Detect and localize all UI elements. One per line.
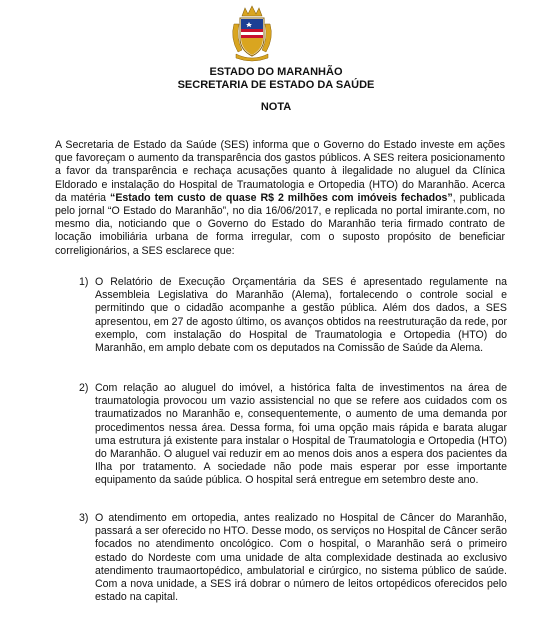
state-heading: ESTADO DO MARANHÃO <box>209 66 343 78</box>
list-item-text: Com relação ao aluguel do imóvel, a histórica falta de investimentos na área de traumatologia provocou um vazio assistencial no que se refere aos cuidados com os traumatizados no Maranhão e, consequentemente, o aumento de uma demanda por procedimentos nessa área. Dessa forma, foi uma opção mais rápida e barata alugar uma estrutura já existente para instalar o Hospital de Traumatologia e Ortopedia (HTO) do Maranhão. O aluguel vai reduzir em ao menos dois anos a espera dos pacientes da Ilha por tratamento. A sociedade não pode mais esperar por esse importante equipamento da saúde pública. O hospital será entregue em setembro deste ano. <box>95 382 507 487</box>
list-item-number: 3) <box>79 512 89 524</box>
list-item-text: O atendimento em ortopedia, antes realizado no Hospital de Câncer do Maranhão, passará a ser oferecido no HTO. Desse modo, os serviços no Hospital de Câncer serão focados no atendimento oncológico. Com o hospital, o Maranhão será o primeiro estado do Nordeste com uma unidade de alta complexidade destinada ao exclusivo atendimento traumaortopédico, ambulatorial e cirúrgico, no sistema público de saúde. Com a nova unidade, a SES irá dobrar o número de leitos ortopédicos oferecidos pelo estado na capital. <box>95 512 507 604</box>
document-title: NOTA <box>260 101 292 113</box>
coat-of-arms-maranhao-icon <box>228 4 276 62</box>
list-item-text: O Relatório de Execução Orçamentária da SES é apresentado regulamente na Assembleia Legislativa do Maranhão (Alema), fortalecendo o controle social e permitindo que o cidadão acompanhe a gestão pública. Além dos dados, a SES apresentou, em 27 de agosto último, os avanços obtidos na reestruturação da rede, por exemplo, com instalação do Hospital de Traumatologia e Ortopedia (HTO) do Maranhão, em amplo debate com os deputados na Comissão de Saúde da Alema. <box>95 276 507 355</box>
intro-text-part1: A Secretaria de Estado da Saúde (SES) informa que o Governo do Estado investe em ações que favoreçam o aumento da transparência dos gastos públicos. A SES reitera posicionamento a favor da transparência e rechaça acusações quanto à ilegalidade no aluguel da Clínica Eldorado e instalação do Hospital de Traumatologia e Ortopedia (HTO) do Maranhão. Acerca da matéria <box>55 139 505 204</box>
list-item-number: 1) <box>79 276 89 288</box>
intro-text-part2: , publicada pelo jornal “O Estado do Maranhão”, no dia 16/06/2017, e replicada no portal imirante.com, no mesmo dia, noticiando que o Governo do Estado do Maranhão teria firmado contrato de locação imobiliária urbana de forma irregular, com o suposto propósito de beneficiar correligionários, a SES esclarece que: <box>55 191 505 257</box>
list-item-number: 2) <box>79 382 89 394</box>
secretariat-heading: SECRETARIA DE ESTADO DA SAÚDE <box>177 79 375 91</box>
intro-headline: “Estado tem custo de quase R$ 2 milhões com imóveis fechados” <box>110 191 453 204</box>
intro-paragraph <box>55 139 505 258</box>
